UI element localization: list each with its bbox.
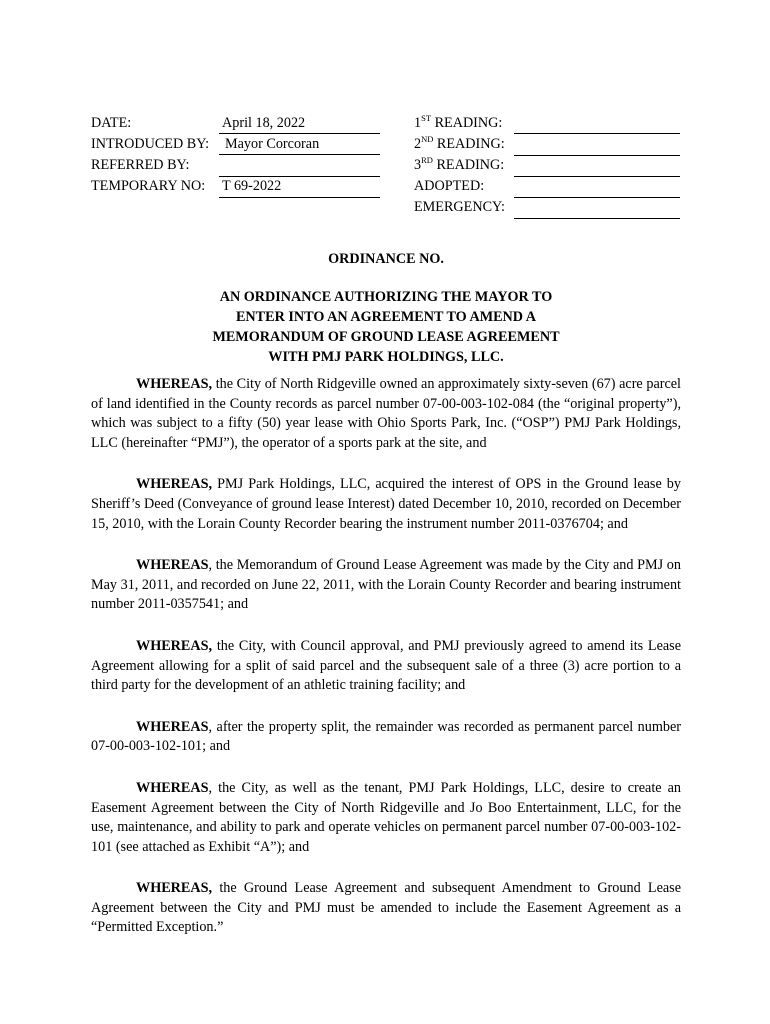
title-line: WITH PMJ PARK HOLDINGS, LLC. — [268, 349, 504, 365]
first-reading-underline — [514, 133, 680, 134]
second-reading-underline — [514, 155, 680, 156]
whereas-paragraph-4: WHEREAS, the City, with Council approval, and PMJ previously agreed to amend its Lease Agreement allowing for a split of said parcel and the subsequent sale of a three (3) acre portion to a third party for the development of an athletic training facility; and — [91, 637, 681, 694]
temporary-no-underline — [219, 197, 380, 198]
ordinance-number-heading: ORDINANCE NO. — [328, 251, 444, 267]
referred-by-label: REFERRED BY: — [91, 157, 190, 173]
introduced-by-underline — [219, 154, 380, 155]
whereas-paragraph-7: WHEREAS, the Ground Lease Agreement and subsequent Amendment to Ground Lease Agreement between the City and PMJ must be amended to include the Easement Agreement as a “Permitted Exception.” — [91, 880, 681, 936]
title-line: ENTER INTO AN AGREEMENT TO AMEND A — [235, 309, 537, 325]
title-line: AN ORDINANCE AUTHORIZING THE MAYOR TO — [219, 289, 553, 305]
date-value: April 18, 2022 — [222, 115, 306, 131]
first-reading-label: 1ST READING: — [414, 113, 503, 131]
whereas-paragraph-6: WHEREAS, the City, as well as the tenant, PMJ Park Holdings, LLC, desire to create an Easement Agreement between the City of North Ridgeville and Jo Boo Entertainment, LLC, for the use, maintenance, and ability to park and operate vehicles on permanent parcel number 07-00-003-102-101 (see attached as Exhibit “A”); and — [91, 779, 681, 855]
temporary-no-value: T 69-2022 — [222, 178, 282, 194]
date-label: DATE: — [91, 115, 132, 131]
emergency-underline — [514, 218, 680, 219]
header-block — [0, 0, 770, 230]
date-underline — [219, 133, 380, 134]
adopted-underline — [514, 197, 680, 198]
third-reading-underline — [514, 176, 680, 177]
adopted-label: ADOPTED: — [414, 178, 485, 194]
whereas-paragraph-3: WHEREAS, the Memorandum of Ground Lease Agreement was made by the City and PMJ on May 31, 2011, and recorded on June 22, 2011, with the Lorain County Recorder and bearing instrument number 2011-0357541; and — [91, 557, 681, 613]
referred-by-underline — [219, 176, 380, 177]
whereas-paragraph-2: WHEREAS, PMJ Park Holdings, LLC, acquired the interest of OPS in the Ground lease by Sheriff’s Deed (Conveyance of ground lease Interest) dated December 10, 2010, recorded on December 15, 2010, with the Lorain County Recorder bearing the instrument number 2011-0376704; and — [91, 476, 681, 532]
ordinance-title — [91, 287, 681, 367]
whereas-paragraph-5: WHEREAS, after the property split, the remainder was recorded as permanent parcel number 07-00-003-102-101; and — [91, 718, 681, 755]
temporary-no-label: TEMPORARY NO: — [91, 178, 206, 194]
whereas-paragraph-1: WHEREAS, the City of North Ridgeville owned an approximately sixty-seven (67) acre parcel of land identified in the County records as parcel number 07-00-003-102-084 (the “original property”), which was subject to a fifty (50) year lease with Ohio Sports Park, Inc. (“OSP”) PMJ Park Holdings, LLC (hereinafter “PMJ”), the operator of a sports park at the site, and — [91, 376, 681, 451]
second-reading-label: 2ND READING: — [414, 134, 505, 152]
introduced-by-label: INTRODUCED BY: — [91, 136, 210, 152]
title-line: MEMORANDUM OF GROUND LEASE AGREEMENT — [212, 329, 560, 345]
ordinance-body — [91, 375, 681, 960]
third-reading-label: 3RD READING: — [414, 155, 505, 173]
introduced-by-value: Mayor Corcoran — [225, 136, 320, 152]
emergency-label: EMERGENCY: — [414, 199, 505, 215]
